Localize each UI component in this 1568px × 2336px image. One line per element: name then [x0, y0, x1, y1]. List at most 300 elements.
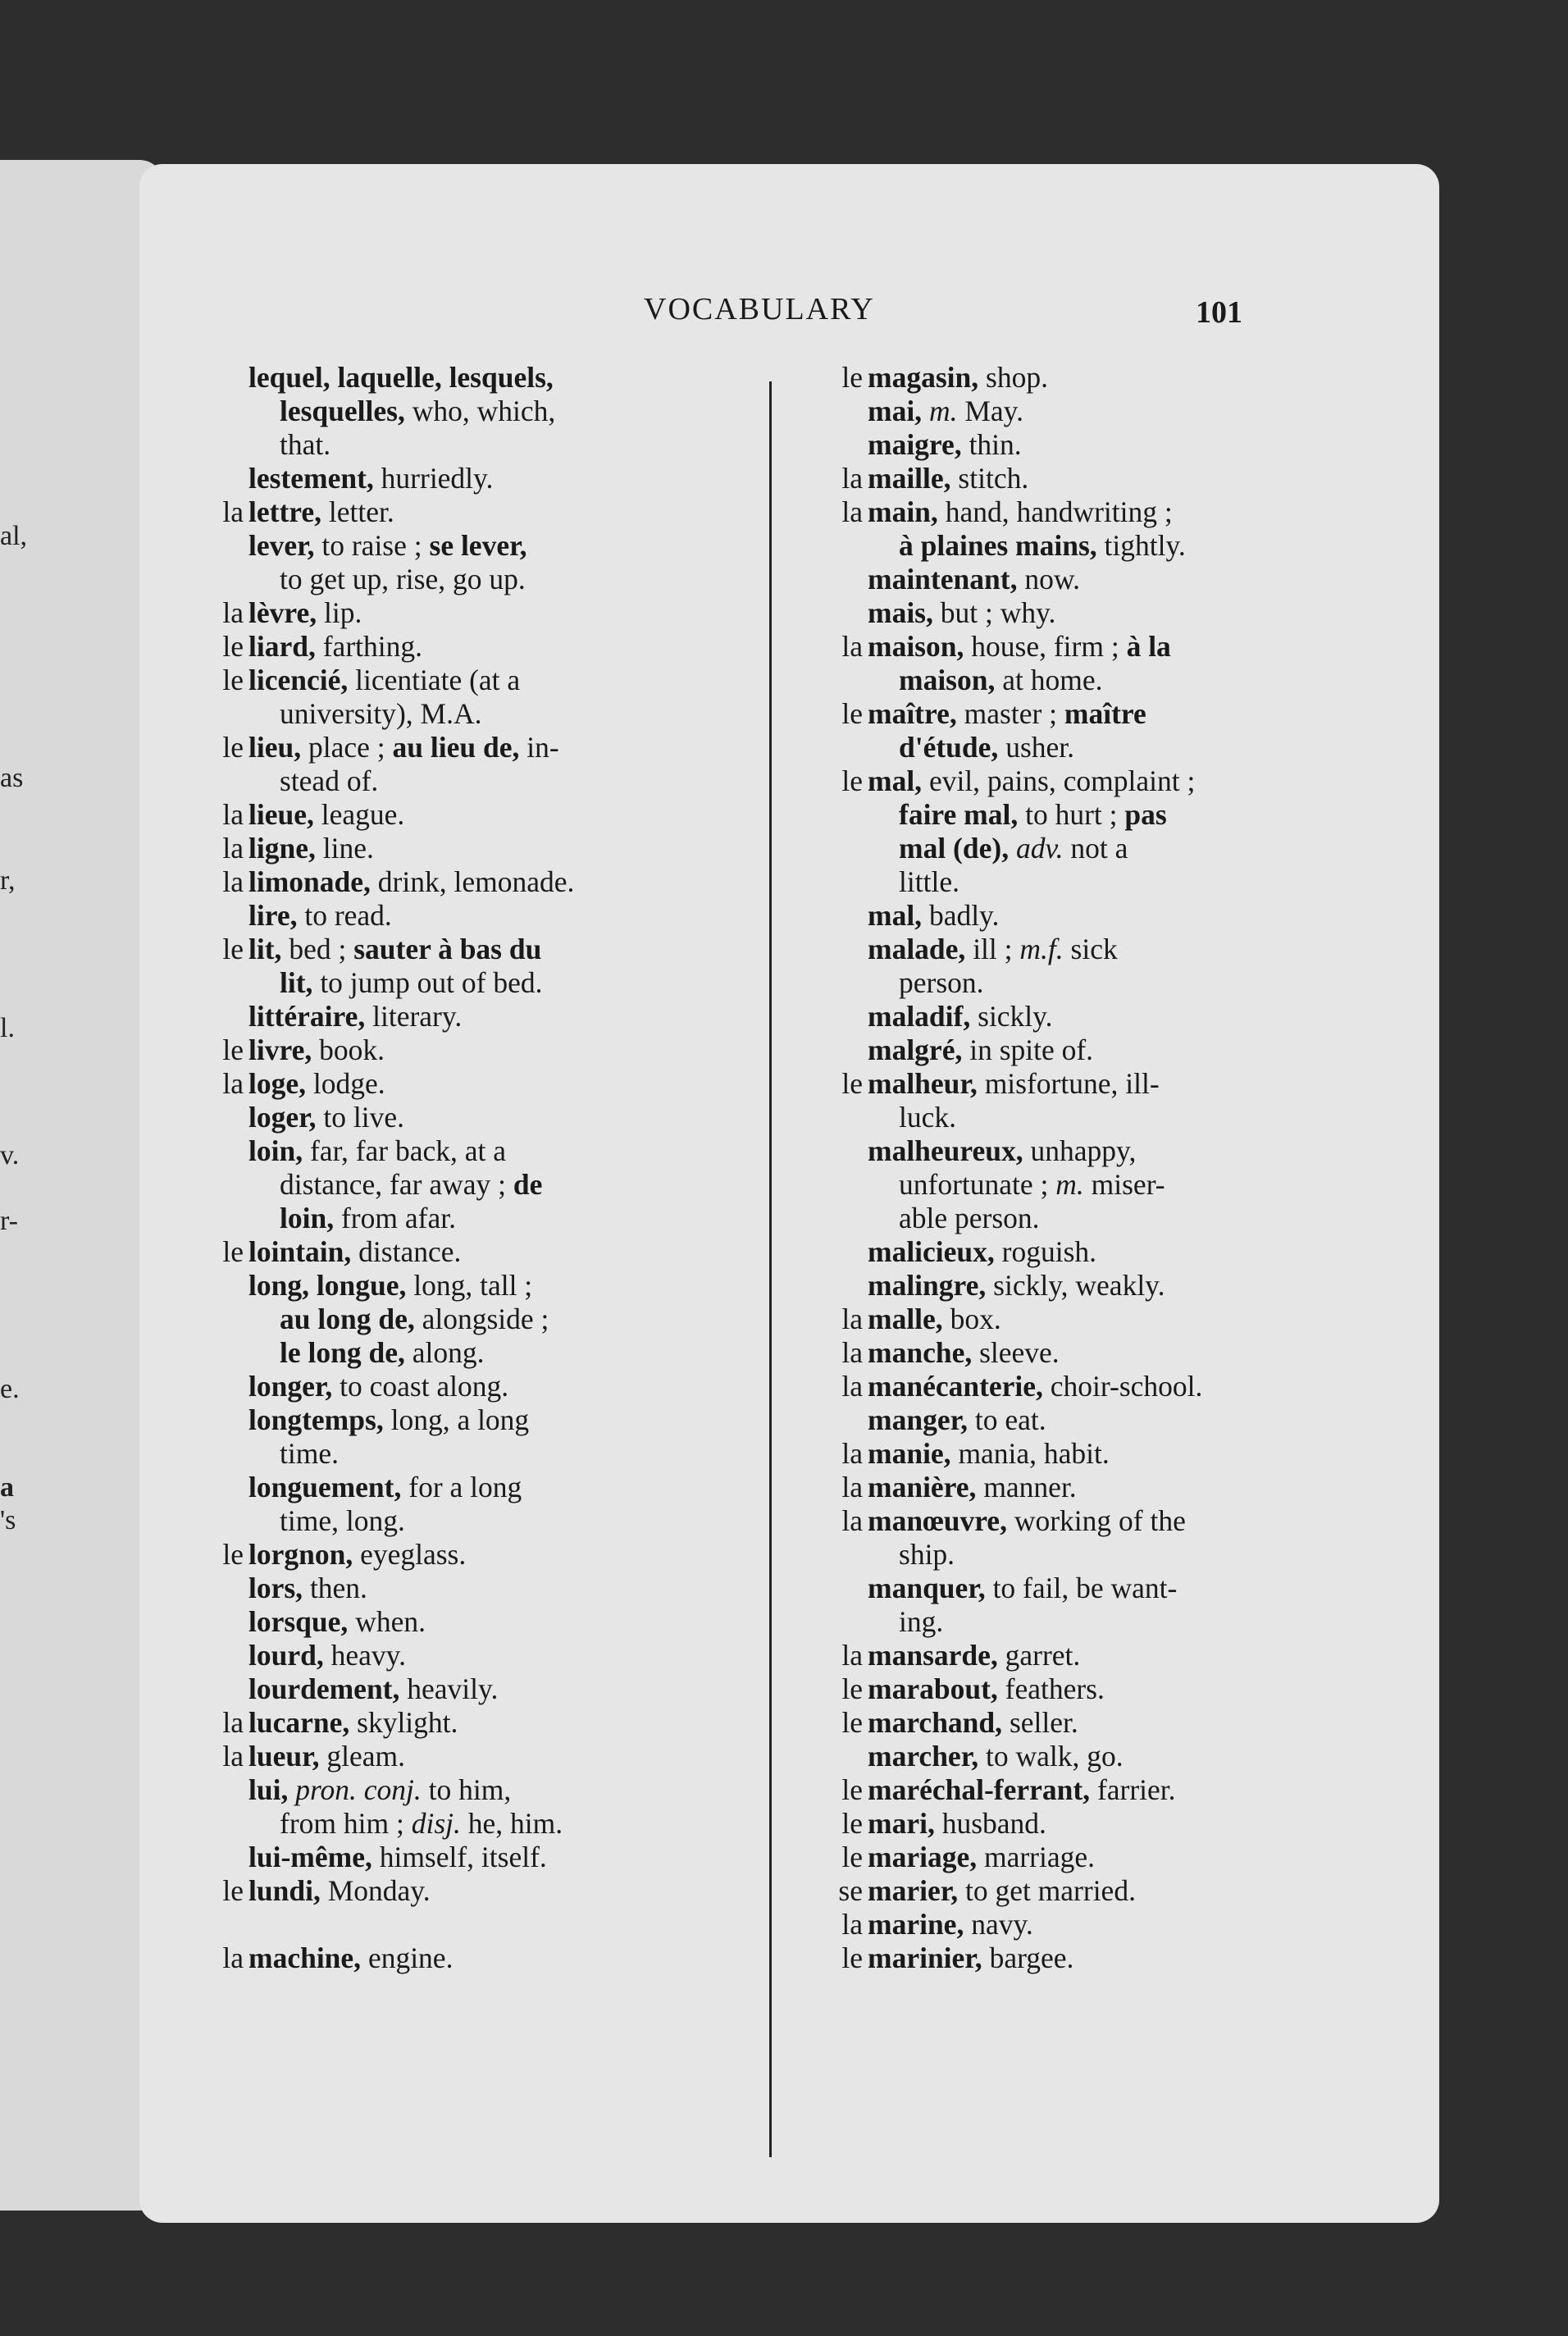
definition-text: ship.: [899, 1538, 955, 1571]
entry-line: [248, 1605, 750, 1639]
entry-continuation: [868, 529, 1394, 563]
vocabulary-entry: [193, 1235, 750, 1269]
definition-text: drink, lemonade.: [370, 865, 575, 898]
definition-text: misfortune, ill-: [977, 1067, 1160, 1100]
definition-text: but ; why.: [932, 596, 1056, 629]
entry-line: [248, 798, 750, 832]
entry-line: [868, 899, 1394, 933]
grammar-label: m.: [1055, 1168, 1084, 1201]
headword: lettre,: [248, 495, 322, 528]
vocabulary-entry: [193, 731, 750, 798]
vocabulary-page: [139, 164, 1439, 2223]
entry-line: [868, 1841, 1394, 1874]
entry-line: [248, 899, 750, 933]
vocabulary-entry: [193, 664, 750, 731]
headword: loin,: [248, 1134, 303, 1167]
vocabulary-entry: [193, 1269, 750, 1370]
definition-text: time.: [280, 1437, 339, 1470]
headword: marier,: [868, 1874, 959, 1907]
definition-text: when.: [348, 1605, 426, 1638]
definition-text: box.: [942, 1303, 1001, 1335]
vocabulary-entry: [193, 529, 750, 596]
definition-text: not a: [1063, 832, 1128, 865]
headword: lire,: [248, 899, 298, 932]
entry-line: [868, 1000, 1394, 1033]
headword: lèvre,: [248, 596, 317, 629]
headword: maître: [1064, 697, 1146, 730]
definition-text: marriage.: [977, 1841, 1095, 1873]
entry-continuation: [248, 697, 750, 731]
definition-text: lip.: [317, 596, 362, 629]
definition-text: bargee.: [982, 1941, 1074, 1974]
definition-text: little.: [899, 865, 959, 898]
definition-text: roguish.: [994, 1235, 1097, 1268]
vocabulary-column-right: [812, 361, 1394, 1975]
headword: lever,: [248, 529, 315, 562]
definition-text: bed ;: [281, 933, 354, 965]
entry-line: [248, 1370, 750, 1403]
headword: lieue,: [248, 798, 314, 831]
vocabulary-entry: [193, 1538, 750, 1572]
headword: mal (de),: [899, 832, 1010, 865]
vocabulary-entry: [812, 1000, 1394, 1033]
vocabulary-entry: [812, 596, 1394, 630]
entry-line: [248, 1672, 750, 1706]
entry-line: [868, 1336, 1394, 1370]
entry-continuation: [248, 563, 750, 596]
article: la: [841, 630, 863, 663]
article: la: [841, 1471, 863, 1503]
headword: lorgnon,: [248, 1538, 353, 1571]
entry-continuation: [868, 1168, 1394, 1202]
article: le: [222, 1235, 244, 1268]
entry-line: [868, 1370, 1394, 1403]
column-divider: [769, 381, 772, 2157]
vocabulary-entry: [812, 361, 1394, 395]
vocabulary-entry: [193, 1134, 750, 1235]
vocabulary-entry: [812, 495, 1394, 563]
definition-text: working of the: [1006, 1504, 1186, 1537]
vocabulary-entry: [812, 899, 1394, 933]
headword: se lever,: [429, 529, 527, 562]
facing-page-fragment: v.: [0, 1140, 20, 1170]
definition-text: along.: [404, 1336, 485, 1369]
definition-text: able person.: [899, 1202, 1040, 1234]
entry-line: [248, 1403, 750, 1437]
vocabulary-entry: [812, 764, 1394, 899]
article: le: [841, 1672, 863, 1705]
definition-text: engine.: [361, 1941, 454, 1974]
definition-text: skylight.: [349, 1706, 458, 1739]
definition-text: garret.: [997, 1639, 1081, 1672]
article: le: [222, 731, 244, 764]
article: la: [222, 1740, 244, 1773]
definition-text: place ;: [301, 731, 393, 764]
vocabulary-entry: [193, 933, 750, 1000]
facing-page-fragment: a: [0, 1472, 14, 1503]
headword: liard,: [248, 630, 316, 663]
vocabulary-entry: [812, 1067, 1394, 1134]
entry-line: [868, 1303, 1394, 1336]
facing-page-fragment: r-: [0, 1206, 18, 1236]
vocabulary-entry: [193, 1841, 750, 1874]
entry-line: [248, 1471, 750, 1504]
definition-text: league.: [313, 798, 405, 831]
entry-line: [248, 731, 750, 764]
definition-text: lodge.: [306, 1067, 385, 1100]
definition-text: badly.: [922, 899, 1000, 932]
entry-line: [868, 630, 1394, 664]
vocabulary-entry: [193, 1874, 750, 1908]
definition-text: licentiate (at a: [348, 664, 521, 696]
facing-page-fragment: as: [0, 763, 24, 793]
definition-text: to fail, be want-: [985, 1572, 1178, 1604]
entry-line: [248, 865, 750, 899]
definition-text: in-: [519, 731, 559, 764]
vocabulary-entry: [193, 1572, 750, 1605]
grammar-label: pron. conj.: [295, 1773, 422, 1806]
entry-line: [868, 1572, 1394, 1605]
entry-continuation: [248, 1202, 750, 1235]
definition-text: to get up, rise, go up.: [280, 563, 526, 595]
headword: mal,: [868, 899, 923, 932]
entry-continuation: [868, 1605, 1394, 1639]
headword: marchand,: [868, 1706, 1003, 1739]
definition-text: sickly.: [970, 1000, 1053, 1033]
vocabulary-entry: [193, 1370, 750, 1403]
definition-text: manner.: [976, 1471, 1077, 1503]
definition-text: university), M.A.: [280, 697, 482, 730]
headword: maigre,: [868, 428, 962, 461]
entry-line: [868, 1437, 1394, 1471]
article: le: [841, 1773, 863, 1806]
article: le: [841, 1841, 863, 1873]
article: la: [222, 865, 244, 898]
definition-text: usher.: [998, 731, 1074, 764]
entry-continuation: [248, 395, 750, 428]
entry-line: [248, 933, 750, 966]
entry-line: [248, 1841, 750, 1874]
vocabulary-entry: [193, 1740, 750, 1773]
facing-page-fragment: al,: [0, 521, 28, 551]
entry-line: [868, 395, 1394, 428]
headword: malade,: [868, 933, 966, 965]
headword: longer,: [248, 1370, 333, 1403]
entry-line: [248, 361, 750, 395]
article: le: [222, 664, 244, 696]
entry-line: [868, 361, 1394, 395]
vocabulary-entry: [812, 1706, 1394, 1740]
vocabulary-entry: [193, 596, 750, 630]
entry-line: [868, 1235, 1394, 1269]
article: la: [841, 1370, 863, 1403]
definition-text: literary.: [365, 1000, 463, 1033]
grammar-label: adv.: [1015, 832, 1064, 865]
article: la: [841, 1639, 863, 1672]
vocabulary-entry: [193, 1000, 750, 1033]
grammar-label: disj.: [411, 1807, 461, 1840]
headword: de: [513, 1168, 543, 1201]
headword: maison,: [868, 630, 964, 663]
headword: long, longue,: [248, 1269, 407, 1302]
definition-text: luck.: [899, 1101, 956, 1134]
headword: machine,: [248, 1941, 362, 1974]
headword: manquer,: [868, 1572, 986, 1604]
definition-text: thin.: [961, 428, 1022, 461]
headword: mais,: [868, 596, 933, 629]
vocabulary-entry: [193, 1403, 750, 1471]
definition-text: May.: [957, 395, 1023, 427]
headword: lit,: [280, 966, 313, 999]
definition-text: to coast along.: [332, 1370, 509, 1403]
entry-line: [248, 1740, 750, 1773]
vocabulary-entry: [812, 1941, 1394, 1975]
definition-text: to him,: [421, 1773, 512, 1806]
vocabulary-entry: [193, 630, 750, 664]
article: le: [841, 764, 863, 797]
entry-continuation: [868, 832, 1394, 865]
vocabulary-entry: [193, 495, 750, 529]
definition-text: person.: [899, 966, 984, 999]
vocabulary-entry: [193, 462, 750, 495]
article: la: [222, 832, 244, 865]
entry-continuation: [248, 1336, 750, 1370]
headword: ligne,: [248, 832, 316, 865]
headword: malgré,: [868, 1033, 963, 1066]
definition-text: to raise ;: [314, 529, 430, 562]
headword: littéraire,: [248, 1000, 366, 1033]
headword: malheur,: [868, 1067, 978, 1100]
article: la: [222, 798, 244, 831]
definition-text: ing.: [899, 1605, 944, 1638]
definition-text: line.: [315, 832, 374, 865]
headword: lestement,: [248, 462, 374, 495]
vocabulary-entry: [193, 1941, 750, 1975]
vocabulary-entry: [193, 1101, 750, 1134]
headword: loge,: [248, 1067, 306, 1100]
entry-line: [868, 1874, 1394, 1908]
entry-line: [248, 1941, 750, 1975]
headword: longtemps,: [248, 1403, 384, 1436]
headword: à la: [1126, 630, 1171, 663]
entry-continuation: [248, 428, 750, 462]
definition-text: to hurt ;: [1018, 798, 1125, 831]
definition-text: [922, 395, 929, 427]
definition-text: eyeglass.: [353, 1538, 467, 1571]
entry-line: [248, 1033, 750, 1067]
entry-line: [868, 462, 1394, 495]
definition-text: mania, habit.: [950, 1437, 1110, 1470]
headword: mai,: [868, 395, 923, 427]
headword: malle,: [868, 1303, 943, 1335]
headword: le long de,: [280, 1336, 405, 1369]
vocabulary-entry: [193, 1706, 750, 1740]
page-header: [139, 291, 1439, 332]
headword: maladif,: [868, 1000, 971, 1033]
vocabulary-entry: [193, 1033, 750, 1067]
definition-text: to read.: [297, 899, 392, 932]
entry-line: [868, 596, 1394, 630]
entry-line: [868, 1269, 1394, 1303]
headword: au long de,: [280, 1303, 415, 1335]
entry-line: [248, 529, 750, 563]
entry-continuation: [868, 1538, 1394, 1572]
definition-text: for a long: [401, 1471, 522, 1503]
vocabulary-entry: [812, 1403, 1394, 1437]
definition-text: now.: [1017, 563, 1081, 595]
headword: au lieu de,: [392, 731, 520, 764]
entry-line: [248, 1874, 750, 1908]
definition-text: far, far back, at a: [303, 1134, 507, 1167]
definition-text: choir-school.: [1042, 1370, 1203, 1403]
headword: maille,: [868, 462, 951, 495]
entry-line: [868, 1672, 1394, 1706]
article: la: [222, 1706, 244, 1739]
headword: maître,: [868, 697, 957, 730]
headword: manche,: [868, 1336, 973, 1369]
vocabulary-entry: [812, 697, 1394, 764]
entry-continuation: [868, 731, 1394, 764]
entry-line: [868, 1908, 1394, 1941]
article: le: [222, 630, 244, 663]
vocabulary-entry: [812, 1235, 1394, 1269]
article: se: [838, 1874, 863, 1907]
definition-text: farthing.: [315, 630, 422, 663]
headword: livre,: [248, 1033, 312, 1066]
entry-continuation: [868, 1202, 1394, 1235]
definition-text: that.: [280, 428, 331, 461]
page-number: 101: [1196, 295, 1242, 330]
page-title: VOCABULARY: [644, 292, 875, 326]
headword: malicieux,: [868, 1235, 995, 1268]
headword: main,: [868, 495, 938, 528]
definition-text: he, him.: [460, 1807, 563, 1840]
vocabulary-entry: [812, 1269, 1394, 1303]
entry-line: [248, 1101, 750, 1134]
headword: lui-même,: [248, 1841, 372, 1873]
vocabulary-entry: [812, 428, 1394, 462]
definition-text: distance.: [351, 1235, 462, 1268]
vocabulary-entry: [812, 395, 1394, 428]
vocabulary-entry: [812, 563, 1394, 596]
entry-line: [868, 1403, 1394, 1437]
headword: marabout,: [868, 1672, 998, 1705]
headword: lourdement,: [248, 1672, 400, 1705]
definition-text: shop.: [978, 361, 1048, 394]
definition-text: house, firm ;: [964, 630, 1127, 663]
entry-line: [248, 495, 750, 529]
vocabulary-entry: [812, 1437, 1394, 1471]
article: la: [841, 1303, 863, 1335]
article: le: [841, 1067, 863, 1100]
headword: lundi,: [248, 1874, 321, 1907]
entry-continuation: [248, 1303, 750, 1336]
vocabulary-entry: [812, 1874, 1394, 1908]
article: le: [222, 1874, 244, 1907]
definition-text: master ;: [956, 697, 1064, 730]
definition-text: distance, far away ;: [280, 1168, 513, 1201]
headword: limonade,: [248, 865, 371, 898]
definition-text: alongside ;: [414, 1303, 549, 1335]
headword: lequel, laquelle, lesquels,: [248, 361, 554, 394]
entry-line: [248, 1706, 750, 1740]
vocabulary-entry: [812, 1033, 1394, 1067]
article: le: [222, 1033, 244, 1066]
facing-page-fragment: e.: [0, 1374, 20, 1404]
entry-line: [248, 630, 750, 664]
article: le: [841, 361, 863, 394]
definition-text: to eat.: [967, 1403, 1046, 1436]
definition-text: from afar.: [334, 1202, 456, 1234]
entry-line: [868, 428, 1394, 462]
headword: lointain,: [248, 1235, 352, 1268]
headword: maison,: [899, 664, 996, 696]
definition-text: sleeve.: [972, 1336, 1060, 1369]
entry-line: [248, 1000, 750, 1033]
definition-text: then.: [303, 1572, 367, 1604]
definition-text: who, which,: [404, 395, 556, 427]
entry-line: [868, 1807, 1394, 1841]
headword: marine,: [868, 1908, 964, 1941]
entry-line: [248, 1235, 750, 1269]
facing-page-fragment: l.: [0, 1013, 15, 1043]
headword: faire mal,: [899, 798, 1019, 831]
article: le: [222, 933, 244, 965]
entry-continuation: [248, 1504, 750, 1538]
vocabulary-entry: [812, 1303, 1394, 1336]
vocabulary-entry: [193, 832, 750, 865]
definition-text: farrier.: [1090, 1773, 1176, 1806]
entry-line: [868, 1067, 1394, 1101]
definition-text: gleam.: [319, 1740, 405, 1773]
entry-continuation: [868, 966, 1394, 1000]
entry-continuation: [868, 798, 1394, 832]
definition-text: [288, 1773, 295, 1806]
article: la: [222, 1067, 244, 1100]
entry-gap: [193, 1908, 750, 1941]
entry-line: [868, 495, 1394, 529]
article: la: [222, 1941, 244, 1974]
headword: loin,: [280, 1202, 335, 1234]
article: le: [841, 697, 863, 730]
entry-line: [868, 1740, 1394, 1773]
entry-line: [868, 933, 1394, 966]
vocabulary-entry: [812, 1773, 1394, 1807]
vocabulary-entry: [812, 1134, 1394, 1235]
article: la: [222, 495, 244, 528]
vocabulary-column-left: [193, 361, 750, 1975]
entry-continuation: [248, 1807, 750, 1841]
article: la: [841, 1504, 863, 1537]
article: la: [841, 1908, 863, 1941]
headword: marcher,: [868, 1740, 979, 1773]
entry-continuation: [868, 865, 1394, 899]
facing-page-fragment: r,: [0, 865, 16, 896]
vocabulary-entry: [812, 1740, 1394, 1773]
definition-text: to live.: [316, 1101, 404, 1134]
definition-text: book.: [312, 1033, 385, 1066]
vocabulary-entry: [812, 630, 1394, 697]
definition-text: heavy.: [323, 1639, 406, 1672]
vocabulary-entry: [812, 1807, 1394, 1841]
vocabulary-entry: [193, 1639, 750, 1672]
definition-text: heavily.: [399, 1672, 499, 1705]
headword: pas: [1124, 798, 1167, 831]
headword: lieu,: [248, 731, 302, 764]
vocabulary-entry: [193, 1471, 750, 1538]
vocabulary-entry: [812, 1504, 1394, 1572]
vocabulary-entry: [193, 798, 750, 832]
